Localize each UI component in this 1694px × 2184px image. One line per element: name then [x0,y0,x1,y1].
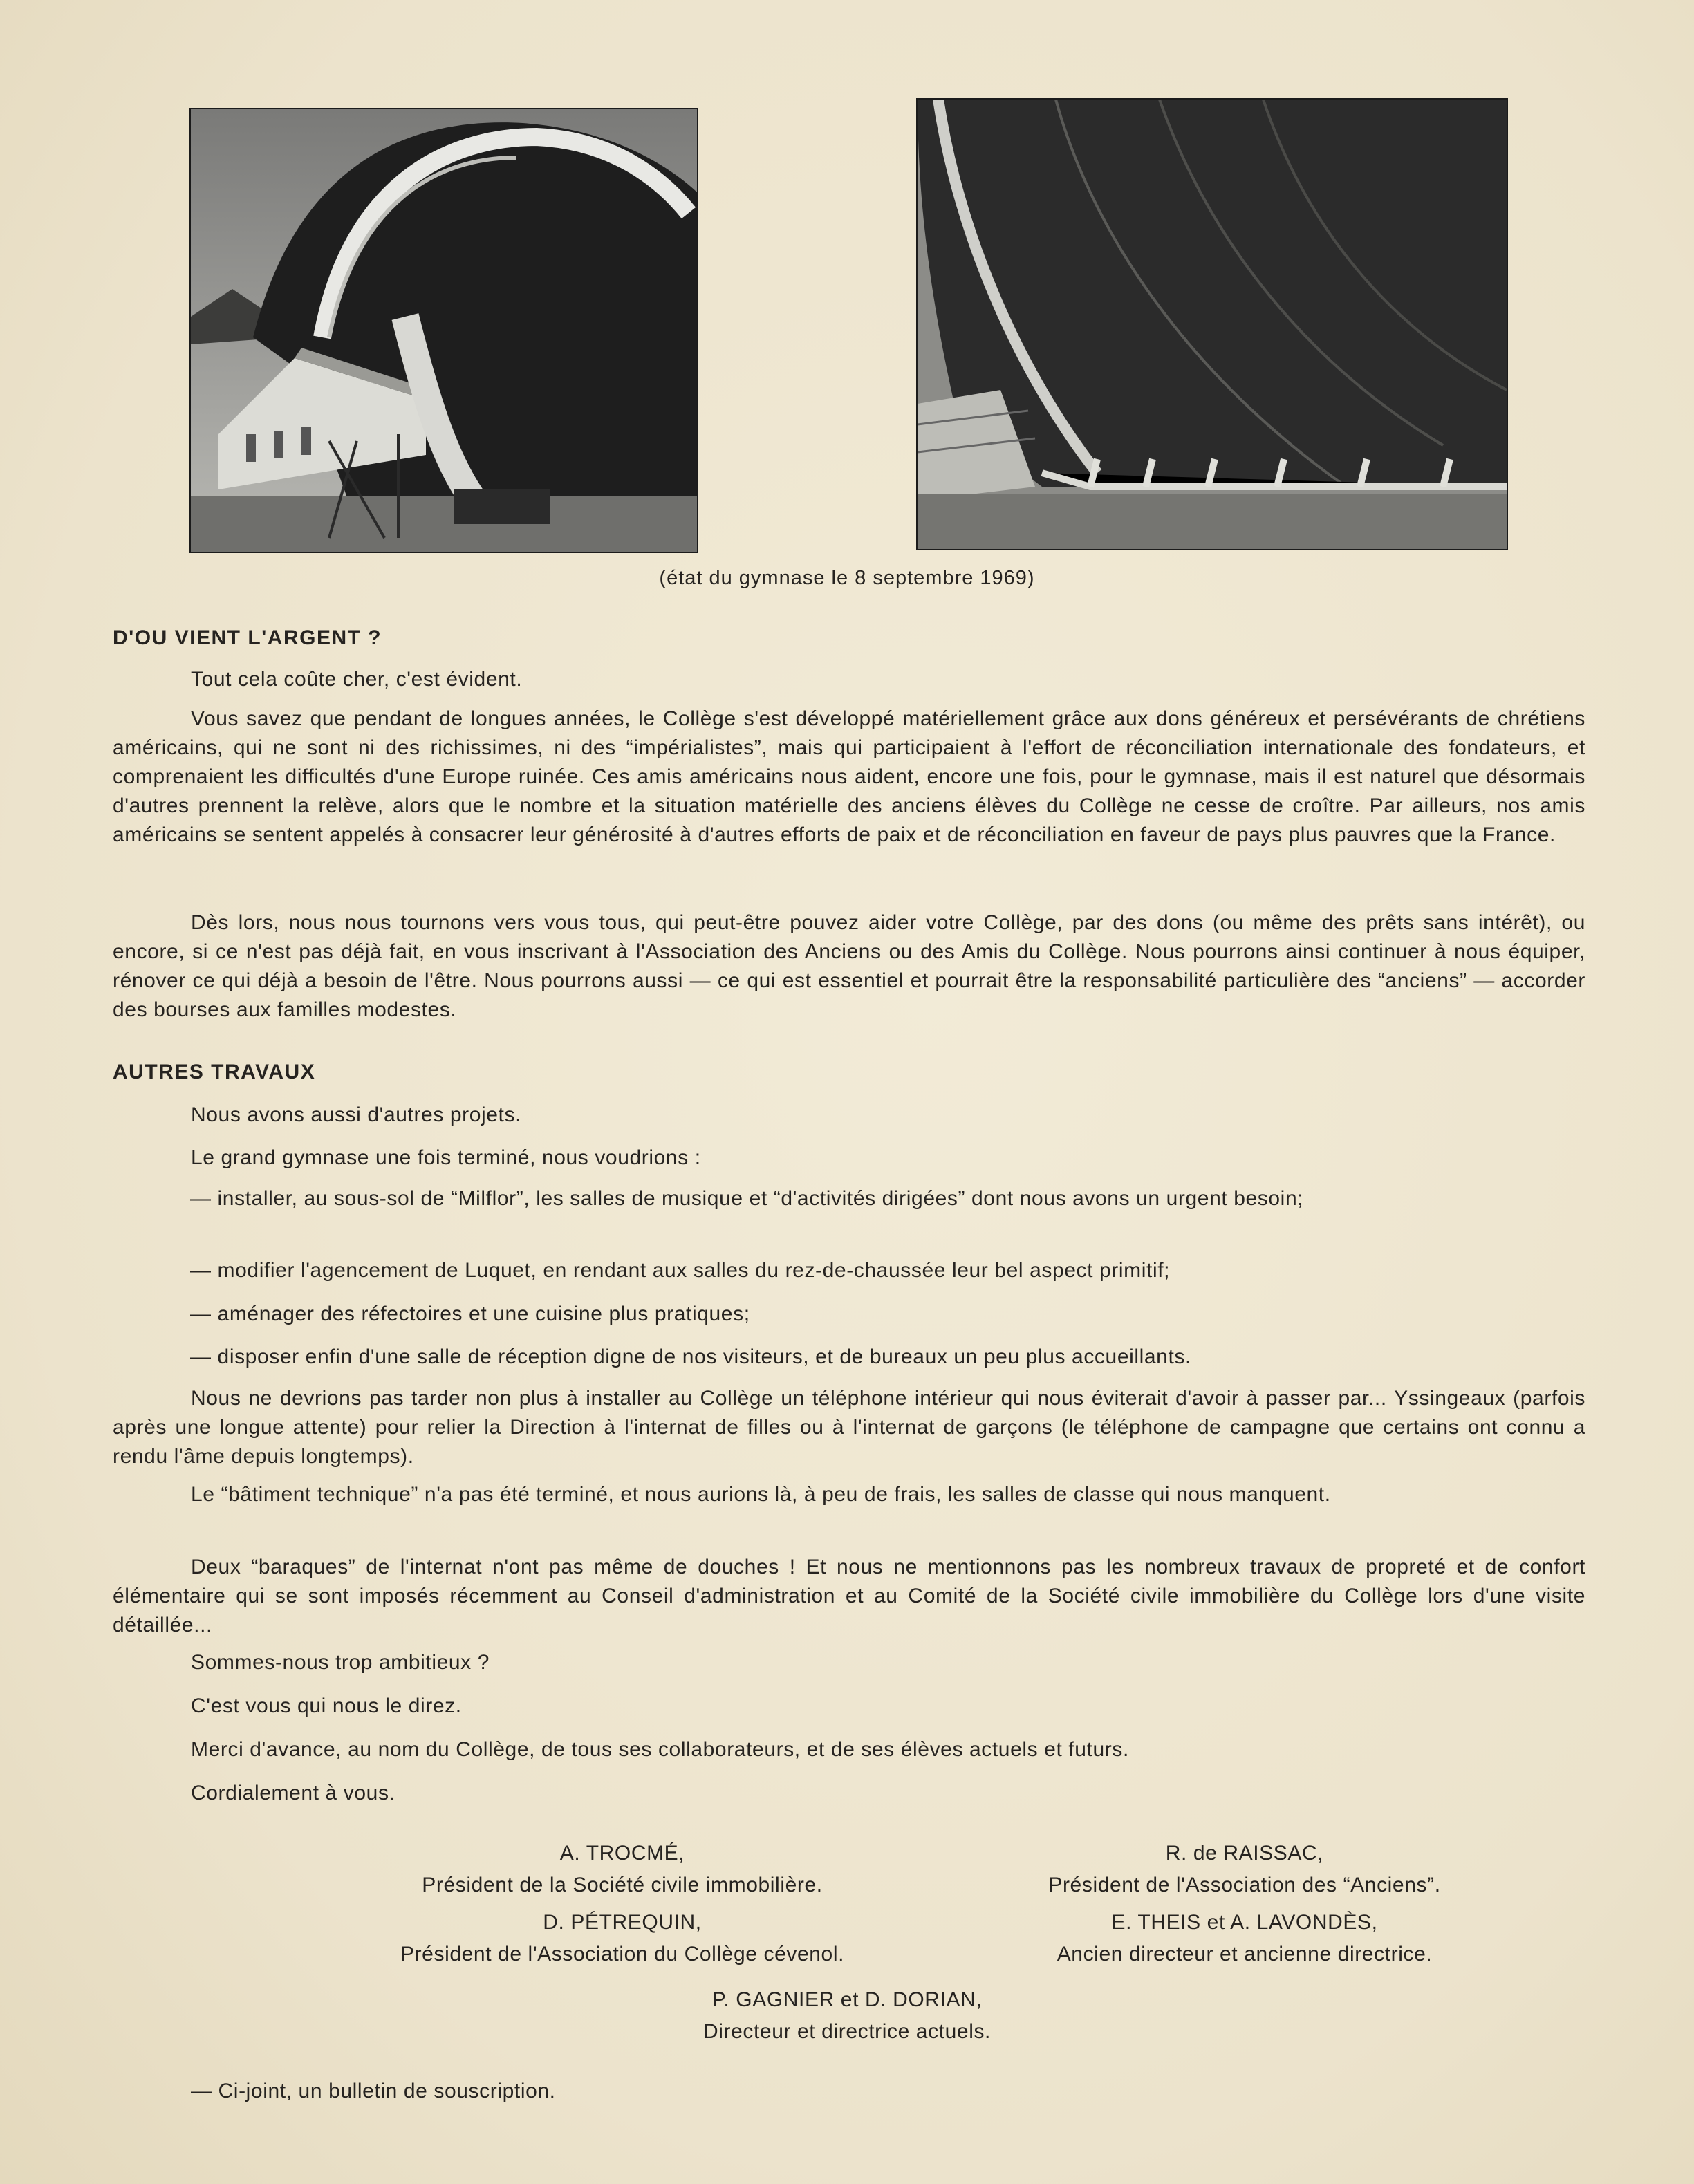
signature-block [570,1984,1124,2048]
paragraph: Le grand gymnase une fois terminé, nous voudrions : [191,1146,701,1169]
signatory-name: E. THEIS et A. LAVONDÈS, [1111,1911,1378,1934]
gymnasium-photo-interior [916,98,1508,550]
list-item: — modifier l'agencement de Luquet, en rendant aux salles du rez-de-chaussée leur bel aspect primitif; [190,1259,1171,1282]
paragraph: Dès lors, nous nous tournons vers vous tous, qui peut-être pouvez aider votre Collège, par des dons (ou même des prêts sans intérêt), ou encore, si ce n'est pas déjà fait, en vous inscrivant à l'Association des Anciens ou des Amis du Collège. Nous pourrons ainsi continuer à nous équiper, rénover ce qui déjà a besoin de l'être. Nous pourrons aussi — ce qui est essentiel et pourrait être la responsabilité particulière des “anciens” — accorder des bourses aux familles modestes. [113,911,1585,1021]
paragraph: Tout cela coûte cher, c'est évident. [191,668,523,691]
paragraph: C'est vous qui nous le direz. [191,1695,462,1717]
signatory-title: Président de l'Association des “Anciens”. [1048,1874,1441,1896]
signatory-name: R. de RAISSAC, [1165,1842,1324,1865]
heading-other-works: AUTRES TRAVAUX [113,1061,316,1083]
paragraph: Nous avons aussi d'autres projets. [191,1103,522,1126]
signatory-name: A. TROCMÉ, [559,1842,685,1865]
paragraph: Nous ne devrions pas tarder non plus à installer au Collège un téléphone intérieur qui nous éviterait d'avoir à passer par... Yssingeaux (parfois après une longue attente) pour relier la Direction à l'internat de filles ou à l'internat de garçons (le téléphone de campagne que certains ont connu a rendu l'âme depuis longtemps). [113,1387,1585,1468]
paragraph: Merci d'avance, au nom du Collège, de tous ses collaborateurs, et de ses élèves actuels et futurs. [191,1738,1129,1761]
paragraph: Cordialement à vous. [191,1782,395,1804]
signatory-title: Directeur et directrice actuels. [702,2020,991,2043]
signatory-title: Président de l'Association du Collège cévenol. [400,1943,845,1966]
list-item: — disposer enfin d'une salle de réception digne de nos visiteurs, et de bureaux un peu plus accueillants. [190,1345,1191,1368]
heading-money: D'OU VIENT L'ARGENT ? [113,626,382,649]
list-item: — installer, au sous-sol de “Milflor”, les salles de musique et “d'activités dirigées” dont nous avons un urgent besoin; [190,1187,1304,1210]
paragraph: Vous savez que pendant de longues années, le Collège s'est développé matériellement grâce aux dons généreux et persévérants de chrétiens américains, qui ne sont ni des richissimes, ni des “impérialistes”, mais qui participaient à l'effort de réconciliation internationale des fondateurs, et comprenaient les difficultés d'une Europe ruinée. Ces amis américains nous aident, encore une fois, pour le gymnase, mais il est naturel que désormais d'autres prennent la relève, alors que le nombre et la situation matérielle des anciens élèves du Collège ne cesse de croître. Par ailleurs, nos amis américains se sentent appelés à consacrer leur générosité à d'autres efforts de paix et de réconciliation en faveur de pays plus pauvres que la France. [113,707,1585,846]
signatory-name: P. GAGNIER et D. DORIAN, [711,1988,983,2011]
paragraph: Deux “baraques” de l'internat n'ont pas même de douches ! Et nous ne mentionnons pas les nombreux travaux de propreté et de confort élémentaire qui se sont imposés récemment au Conseil d'administration et au Comité de la Société civile immobilière du Collège lors d'une visite détaillée... [113,1556,1585,1636]
paragraph: Sommes-nous trop ambitieux ? [191,1651,490,1674]
signatory-title: Ancien directeur et ancienne directrice. [1057,1943,1433,1966]
list-item: — aménager des réfectoires et une cuisine plus pratiques; [190,1303,750,1325]
signatory-name: D. PÉTREQUIN, [543,1911,702,1934]
photo-caption: (état du gymnase le 8 septembre 1969) [659,567,1035,589]
enclosure-note: — Ci-joint, un bulletin de souscription. [191,2080,556,2102]
paragraph: Le “bâtiment technique” n'a pas été terminé, et nous aurions là, à peu de frais, les salles de classe qui nous manquent. [191,1483,1331,1506]
signatory-title: Président de la Société civile immobilière. [422,1874,823,1896]
gymnasium-photo-exterior [189,108,698,553]
signature-block [899,1907,1590,1970]
signature-block [899,1838,1590,1901]
